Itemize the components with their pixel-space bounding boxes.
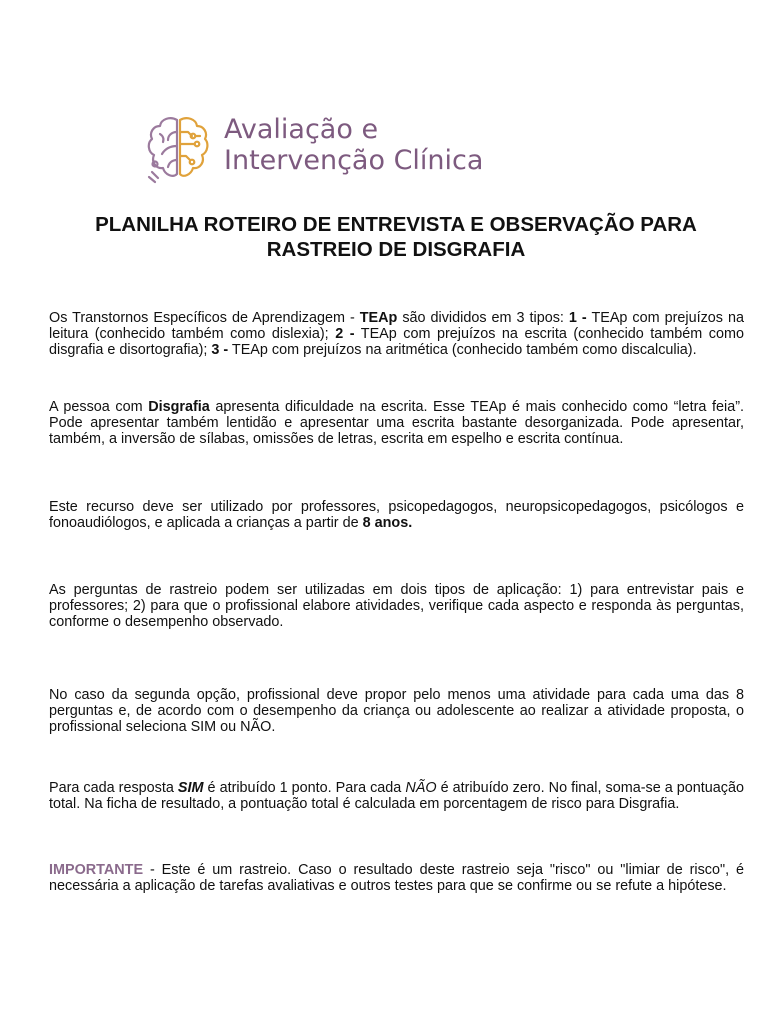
paragraph-important: IMPORTANTE - Este é um rastreio. Caso o resultado deste rastreio seja "risco" ou "limiar de risco", é necessária a aplicação de tarefas avaliativas e outros testes para que se confirme ou se refute a hipótese. (49, 862, 744, 895)
page-title (40, 212, 752, 262)
logo-line-1: Avaliação e (224, 114, 379, 145)
paragraph-target-users: Este recurso deve ser utilizado por professores, psicopedagogos, neuropsicopedagogos, psicólogos e fonoaudiólogos, e aplicada a crianças a partir de 8 anos. (49, 499, 744, 532)
logo-text (224, 114, 483, 176)
logo-line-2: Intervenção Clínica (224, 145, 484, 176)
title-line-1: PLANILHA ROTEIRO DE ENTREVISTA E OBSERVAÇÃO PARA (95, 213, 697, 236)
title-line-2: RASTREIO DE DISGRAFIA (266, 238, 526, 261)
logo (146, 112, 506, 186)
paragraph-disgrafia: A pessoa com Disgrafia apresenta dificuldade na escrita. Esse TEAp é mais conhecido como “letra feia”. Pode apresentar também lentidão e apresentar uma escrita bastante desorganizada. Pode apresentar, também, a inversão de sílabas, omissões de letras, escrita em espelho e escrita contínua. (49, 399, 744, 448)
paragraph-teap-types: Os Transtornos Específicos de Aprendizagem - TEAp são divididos em 3 tipos: 1 - TEAp com prejuízos na leitura (conhecido também como dislexia); 2 - TEAp com prejuízos na escrita (conhecido também como disgrafia e disortografia); 3 - TEAp com prejuízos na aritmética (conhecido também como discalculia). (49, 310, 745, 359)
paragraph-application-types: As perguntas de rastreio podem ser utilizadas em dois tipos de aplicação: 1) para entrevistar pais e professores; 2) para que o profissional elabore atividades, verifique cada aspecto e responda às perguntas, conforme o desempenho observado. (49, 582, 744, 631)
paragraph-second-option: No caso da segunda opção, profissional deve propor pelo menos uma atividade para cada uma das 8 perguntas e, de acordo com o desempenho da criança ou adolescente ao realizar a atividade proposta, o profissional seleciona SIM ou NÃO. (49, 687, 744, 736)
paragraph-scoring: Para cada resposta SIM é atribuído 1 ponto. Para cada NÃO é atribuído zero. No final, soma-se a pontuação total. Na ficha de resultado, a pontuação total é calculada em porcentagem de risco para Disgrafia. (49, 780, 744, 813)
important-label: IMPORTANTE (49, 862, 144, 878)
brain-icon (146, 114, 210, 184)
